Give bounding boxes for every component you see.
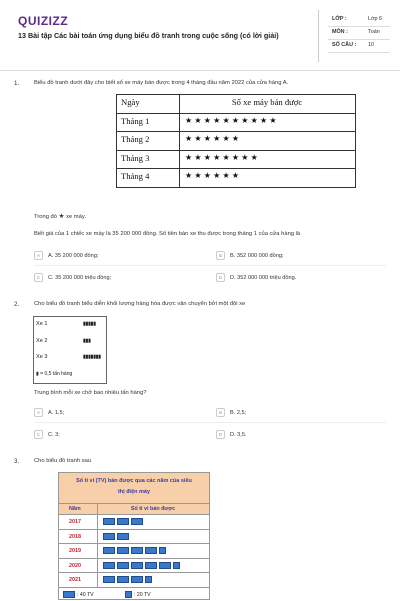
q2-row-label: Xe 2 [36,338,48,344]
q1-row-stars: ★★★★★★★★ [185,152,260,162]
q3-title-line2: thị điện máy [117,489,151,495]
q3-row [59,514,209,529]
q3-legend [59,587,209,601]
q2-option-a[interactable]: A. 1,5; [48,410,65,416]
q2-option-d-box[interactable]: D [216,430,225,439]
q3-row [59,558,209,573]
q1-option-a-box[interactable]: A [34,251,43,260]
q1-option-c-box[interactable]: C [34,273,43,282]
q2-legend-text: = 0,5 tấn hàng [40,371,73,377]
tv-icon [145,562,157,569]
half-tv-icon [125,591,132,598]
half-tv-icon [145,576,152,583]
tv-icon [131,518,143,525]
q1-question: Biết giá của 1 chiếc xe máy là 35 200 000 đồng. Số tiền bán xe thu được trong tháng 1 của cửa hàng là [34,231,301,237]
half-tv-icon [159,547,166,554]
tv-icon [103,547,115,554]
meta-subject-label: MÔN : [332,29,348,35]
tv-icon [117,562,129,569]
q2-option-b-box[interactable]: B [216,408,225,417]
q3-row [59,543,209,558]
meta-grade-label: LỚP : [332,16,347,22]
q3-table-header [59,503,209,514]
q1-row-stars: ★★★★★★ [185,134,242,143]
q1-row-stars: ★★★★★★ [185,171,242,180]
meta-count-value: 10 [368,42,374,48]
q3-pictograph-table [58,472,210,600]
header-divider [318,10,319,62]
q1-row-label: Tháng 1 [121,115,150,126]
q3-number: 3. [14,458,20,465]
q3-row-year: 2020 [69,562,81,569]
tv-icon [159,562,171,569]
q1-row [117,151,355,170]
q1-row-label: Tháng 3 [121,152,150,163]
q1-option-b-box[interactable]: B [216,251,225,260]
q3-text: Cho biểu đồ tranh sau [34,458,92,464]
q3-row [59,529,209,544]
q2-number: 2. [14,301,20,308]
meta-count [328,39,390,53]
q2-row-marks: ▮▮▮▮▮▮▮ [83,354,101,360]
q1-row-label: Tháng 2 [121,134,150,144]
q3-row-year: 2018 [69,533,81,540]
q1-number: 1. [14,80,20,87]
tv-icon [117,547,129,554]
tv-icon [131,547,143,554]
meta-grade [328,13,390,27]
q3-row-year: 2017 [69,519,81,525]
q3-title-line1: Số ti vi (TV) bán được qua các năm của siêu [76,478,192,484]
meta-info [328,13,390,53]
meta-count-label: SỐ CÂU : [332,42,357,48]
q2-option-d[interactable]: D. 3,5. [230,432,247,438]
q1-pictograph-table [116,94,356,188]
q2-row-marks: ▮▮▮ [83,338,91,344]
tv-icon [63,591,75,598]
tv-icon [103,518,115,525]
q1-legend [34,212,86,220]
q3-col2-header: Số ti vi bán được [130,506,176,512]
q1-row [117,114,355,133]
q1-row [117,132,355,151]
q1-text: Biểu đồ tranh dưới đây cho biết số xe máy bán được trong 4 tháng đầu năm 2022 của cửa hàng A. [34,80,289,86]
tv-icon [103,562,115,569]
document-title: 13 Bài tập Các bài toán ứng dụng biểu đồ tranh trong cuộc sống (có lời giải) [18,31,279,40]
q3-col1-header: Năm [69,506,81,512]
tv-icon [117,533,129,540]
tv-icon [117,518,129,525]
tv-icon [117,576,129,583]
q1-row-label: Tháng 4 [121,171,150,181]
q1-col2-header: Số xe máy bán được [231,97,303,107]
q2-text: Cho biểu đồ tranh biểu diễn khối lượng hàng hóa được vận chuyển bởi một đội xe [34,301,246,307]
q1-option-c[interactable]: C. 35 200 000 triệu đồng; [48,275,112,281]
q1-option-d-box[interactable]: D [216,273,225,282]
q1-col1-header: Ngày [121,97,140,107]
quizizz-logo: QUIZIZZ [18,14,69,28]
q2-question: Trung bình mỗi xe chở bao nhiêu tấn hàng? [34,390,147,396]
q2-row-label: Xe 3 [36,354,48,360]
option-divider [34,265,386,266]
q3-legend-half: : 20 TV [134,591,151,598]
q3-legend-full: : 40 TV [77,591,94,598]
meta-subject [328,26,390,40]
q2-row-label: Xe 1 [36,321,48,327]
q3-row-year: 2019 [69,548,81,554]
q1-option-b[interactable]: B. 352 000 000 đồng; [230,253,284,259]
tv-icon [103,533,115,540]
q1-legend-prefix: Trong đó [34,214,57,220]
q1-legend-suffix: xe máy. [66,214,86,220]
q1-row [117,169,355,188]
crate-icon: ▮ [36,371,39,377]
q2-pictograph [33,316,107,384]
tv-icon [131,576,143,583]
q2-option-c-box[interactable]: C [34,430,43,439]
q1-row-stars: ★★★★★★★★★★ [185,115,279,125]
q2-row-marks: ▮▮▮▮▮ [83,321,96,327]
header-rule [0,70,400,71]
header [0,0,400,68]
q1-table-header [117,95,355,114]
q3-table-title [59,473,209,503]
option-divider [34,422,386,423]
q1-option-a[interactable]: A. 35 200 000 đồng; [48,253,99,259]
meta-subject-value: Toán [368,29,380,35]
half-tv-icon [173,562,180,569]
meta-grade-value: Lớp 6 [368,16,383,22]
tv-icon [145,547,157,554]
q2-option-b[interactable]: B. 2,5; [230,410,247,416]
q1-option-d[interactable]: D. 352 000 000 triệu đồng. [230,275,297,281]
tv-icon [131,562,143,569]
q2-legend [36,371,72,377]
tv-icon [103,576,115,583]
star-icon: ★ [58,213,65,220]
q2-option-c[interactable]: C. 3; [48,432,60,438]
q3-row [59,572,209,587]
q2-option-a-box[interactable]: A [34,408,43,417]
q3-row-year: 2021 [69,577,81,583]
